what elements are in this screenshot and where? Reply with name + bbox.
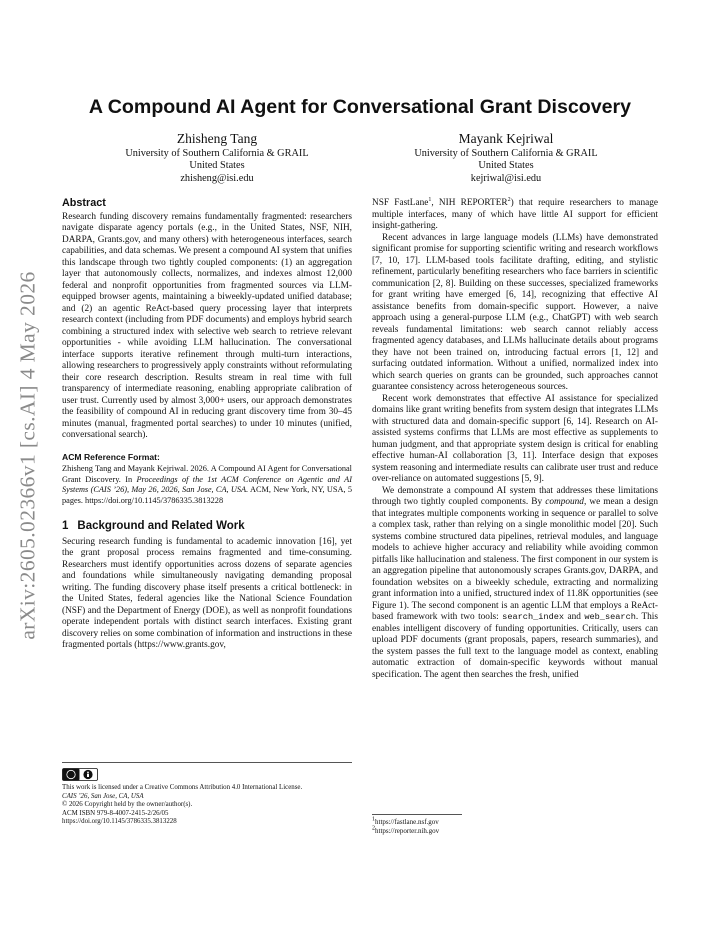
footnote-mark[interactable]: 1	[428, 196, 432, 203]
text-fragment: , we mean a design that integrates multiple components working in sequence or parallel to solve a complex task, rather than relying on a single monolithic model [20]. Such systems combine structured data pipelines, retrieval modules, and language models to achieve higher accuracy and reliability while avoiding common pitfalls like hallucination and staleness. The first component in our system is an aggregation pipeline that autonomously scrapes Grants.gov, DARPA, and foundation websites on a biweekly schedule, extracting and normalizing grant information into a unified, structured index of 11.8K opportunities (see Figure 1). The second component is an agentic LLM that employs a ReAct-based framework with two tools:	[372, 497, 659, 622]
section-title: Background and Related Work	[77, 520, 245, 533]
text-fragment: ) that require researchers to manage multiple interfaces, many of which have little AI support for efficient insight-gathering.	[372, 198, 658, 231]
author-block-2	[361, 131, 651, 185]
text-fragment: and	[564, 612, 585, 622]
acm-reference-part: ACM, New York, NY, USA, 5 pages. https://doi.org/10.1145/3786335.3813228	[62, 485, 352, 505]
footnote-mark[interactable]: 2	[507, 196, 511, 203]
tool-name-code: web_search	[584, 612, 636, 622]
license-line: © 2026 Copyright held by the owner/author(s).	[62, 801, 193, 809]
tool-name-code: search_index	[502, 612, 565, 622]
section-number: 1	[62, 520, 69, 533]
author-name: Zhisheng Tang	[176, 131, 258, 146]
license-line[interactable]: This work is licensed under a Creative Commons Attribution 4.0 International License.	[62, 784, 303, 791]
footnote-url[interactable]: https://fastlane.nsf.gov	[375, 818, 439, 826]
license-text	[62, 784, 352, 827]
author-country: United States	[189, 160, 245, 172]
author-block-1	[72, 131, 362, 185]
author-affiliation: University of Southern California & GRAIL	[414, 148, 598, 159]
license-line: CAIS ’26, San Jose, CA, USA	[62, 792, 144, 800]
footnotes	[372, 814, 462, 836]
license-line: ACM ISBN 979-8-4007-2415-2/26/05	[62, 809, 169, 817]
text-fragment: We demonstrate a compound AI system that addresses these limitations through two tightly coupled components. By	[372, 485, 658, 507]
paper-title: A Compound AI Agent for Conversational Grant Discovery	[88, 96, 632, 118]
body-paragraph: Recent work demonstrates that effective AI assistance for specialized domains like grant writing benefits from system design that integrates LLMs with structured data and domain-specific support [6, 14]. Research on AI-assisted systems confirms that LLMs are most effective as supplements to human judgment, and that appropriate system design is critical for enabling effective human-AI collaboration [3, 11]. Interface design that exposes system reasoning and intermediate results can calibrate user trust and reduce over-reliance on automated suggestions [5, 9].	[372, 393, 658, 484]
footnote-url[interactable]: https://reporter.nih.gov	[375, 827, 440, 835]
acm-reference-part: Zhisheng Tang and Mayank Kejriwal. 2026. A Compound AI Agent for Conversational Grant Discovery. In	[62, 464, 352, 484]
footnote-item	[372, 827, 462, 836]
acm-reference-text	[62, 464, 352, 506]
footnote-number: 2	[372, 825, 375, 832]
cc-by-license-icon[interactable]	[62, 768, 98, 781]
acm-reference-venue: Proceedings of the 1st ACM Conference on Agentic and AI Systems (CAIS ’26), May 26, 2026, San Jose, CA, USA.	[62, 474, 352, 495]
author-email[interactable]: zhisheng@isi.edu	[180, 172, 254, 184]
body-paragraph: Recent advances in large language models (LLMs) have demonstrated significant promise for supporting scientific writing and research workflows [7, 10, 17]. LLM-based tools facilitate drafting, editing, and stylistic refinement, particularly benefiting researchers who face barriers in scientific communication [2, 8]. Building on these successes, specialized frameworks for grant writing have emerged [6, 14], recognizing that effective AI assistance benefits from domain-specific support. However, a naive approach using a general-purpose LLM (e.g., ChatGPT) with web search reveals fundamental limitations: web search cannot reliably access fragmented agency databases, and LLMs hallucinate details about programs they have not been trained on, introducing factual errors [1, 12] and surfacing outdated information. Without a unified, normalized index into which search queries on grants can be grounded, such approaches cannot guarantee consistency across heterogeneous sources.	[372, 232, 658, 392]
section-heading	[62, 521, 352, 533]
text-fragment: NSF FastLane	[372, 198, 429, 208]
abstract-text: Research funding discovery remains fundamentally fragmented: researchers navigate disparate agency portals (e.g., in the United States, NSF, NIH, DARPA, Grants.gov, and many others) with heterogeneous interfaces, search capabilities, and data schemas. We present a compound AI system that unifies this landscape through two tightly coupled components: (1) an aggregation layer that autonomously collects, normalizes, and indexes almost 12,000 federal and nonprofit opportunities from fragmented sources via LLM-equipped browser agents, maintaining a biweekly-updated unified database; and (2) an agentic ReAct-based query processing layer that interprets research context (including from PDF documents) and employs hybrid search combining a structured index with selective web search to retrieve relevant opportunities - while avoiding LLM hallucination. The conversational interface supports iterative refinement through multi-turn interactions, allowing researchers to progressively apply constraints without reformulating their core research description. Results stream in real time with full transparency of intermediate reasoning, enabling appropriate calibration of user trust. Currently used by almost 3,000+ users, our approach demonstrates the feasibility of compound AI in reducing grant discovery time from 30–45 minutes (manual, fragmented portal searches) to under 10 minutes (unified, conversational search).	[62, 211, 352, 440]
author-email[interactable]: kejriwal@isi.edu	[470, 172, 542, 184]
author-affiliation: University of Southern California & GRAIL	[125, 148, 309, 159]
left-column	[62, 198, 352, 652]
license-block	[62, 762, 352, 827]
license-line[interactable]: https://doi.org/10.1145/3786335.3813228	[62, 818, 177, 826]
emphasis-term: compound	[545, 497, 584, 507]
footnote-number: 1	[372, 816, 375, 823]
continued-paragraph	[372, 198, 658, 233]
abstract-heading: Abstract	[62, 197, 106, 209]
acm-reference-heading: ACM Reference Format:	[62, 451, 160, 462]
author-country: United States	[478, 160, 534, 172]
author-name: Mayank Kejriwal	[458, 131, 554, 146]
footnote-item	[372, 818, 462, 827]
body-paragraph	[372, 486, 658, 682]
text-fragment: . This enables intelligent discovery of funding opportunities. Critically, users can upload PDF documents (grant proposals, papers, research summaries), and the system passes the full text to the language model as context, enabling automatic extraction of domain-specific keywords without manual specification. The agent then searches the fresh, unified	[372, 612, 659, 680]
arxiv-identifier-stamp	[8, 205, 48, 705]
text-fragment: , NIH REPORTER	[431, 198, 508, 208]
section-paragraph: Securing research funding is fundamental to academic innovation [16], yet the grant proposal process remains fragmented and time-consuming. Researchers must identify opportunities across dozens of separate agencies and foundations while simultaneously navigating demanding proposal writing. The funding discovery phase itself presents a critical bottleneck: in the United States, federal agencies like the National Science Foundation (NSF) and the Department of Energy (DOE), as well as nonprofit foundations operate independent portals with distinct search interfaces. Existing grant discovery relies on some combination of information and instructions in these fragmented portals (https://www.grants.gov,	[62, 536, 352, 651]
right-column	[372, 198, 658, 681]
arxiv-stamp-text[interactable]: arXiv:2605.02366v1 [cs.AI] 4 May 2026	[15, 270, 40, 640]
